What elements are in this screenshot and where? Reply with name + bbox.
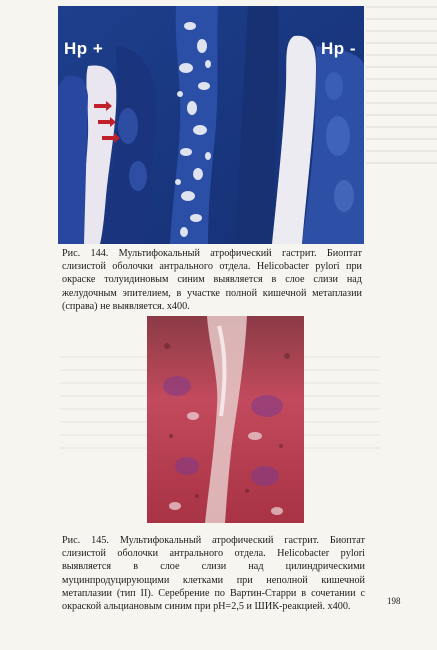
figure-144-caption: Рис. 144. Мультифокальный атрофический гастрит. Биоптат слизистой оболочки антрального отдела. Helicobacter pylori при окраске толуидиновым синим выявляется в слое слизи над желудочным эпителием, в участке полной кишечной метаплазии (справа) не выявляется. х400. xyxy=(62,248,362,312)
silver-stain-image xyxy=(147,316,304,523)
hp-positive-label: Hp + xyxy=(64,39,104,58)
toluidine-blue-stain-image xyxy=(58,6,364,244)
figure-144-micrograph xyxy=(58,6,364,244)
figure-145-caption: Рис. 145. Мультифокальный атрофический гастрит. Биоптат слизистой оболочки антрального отдела. Helicobacter pylori выявляется в слое слизи над цилиндрическими муцинпродуцирующими клетками при неполной кишечной метаплазии (тип II). Серебрение по Вартин-Старри в сочетании с окраской альциановым синим при рН=2,5 и ШИК-реакцией. х400. xyxy=(62,535,365,613)
figure-145-micrograph xyxy=(147,316,304,523)
hp-negative-label: Hp - xyxy=(320,39,356,58)
page-number: 198 xyxy=(387,596,401,606)
show-through-text xyxy=(366,6,437,166)
